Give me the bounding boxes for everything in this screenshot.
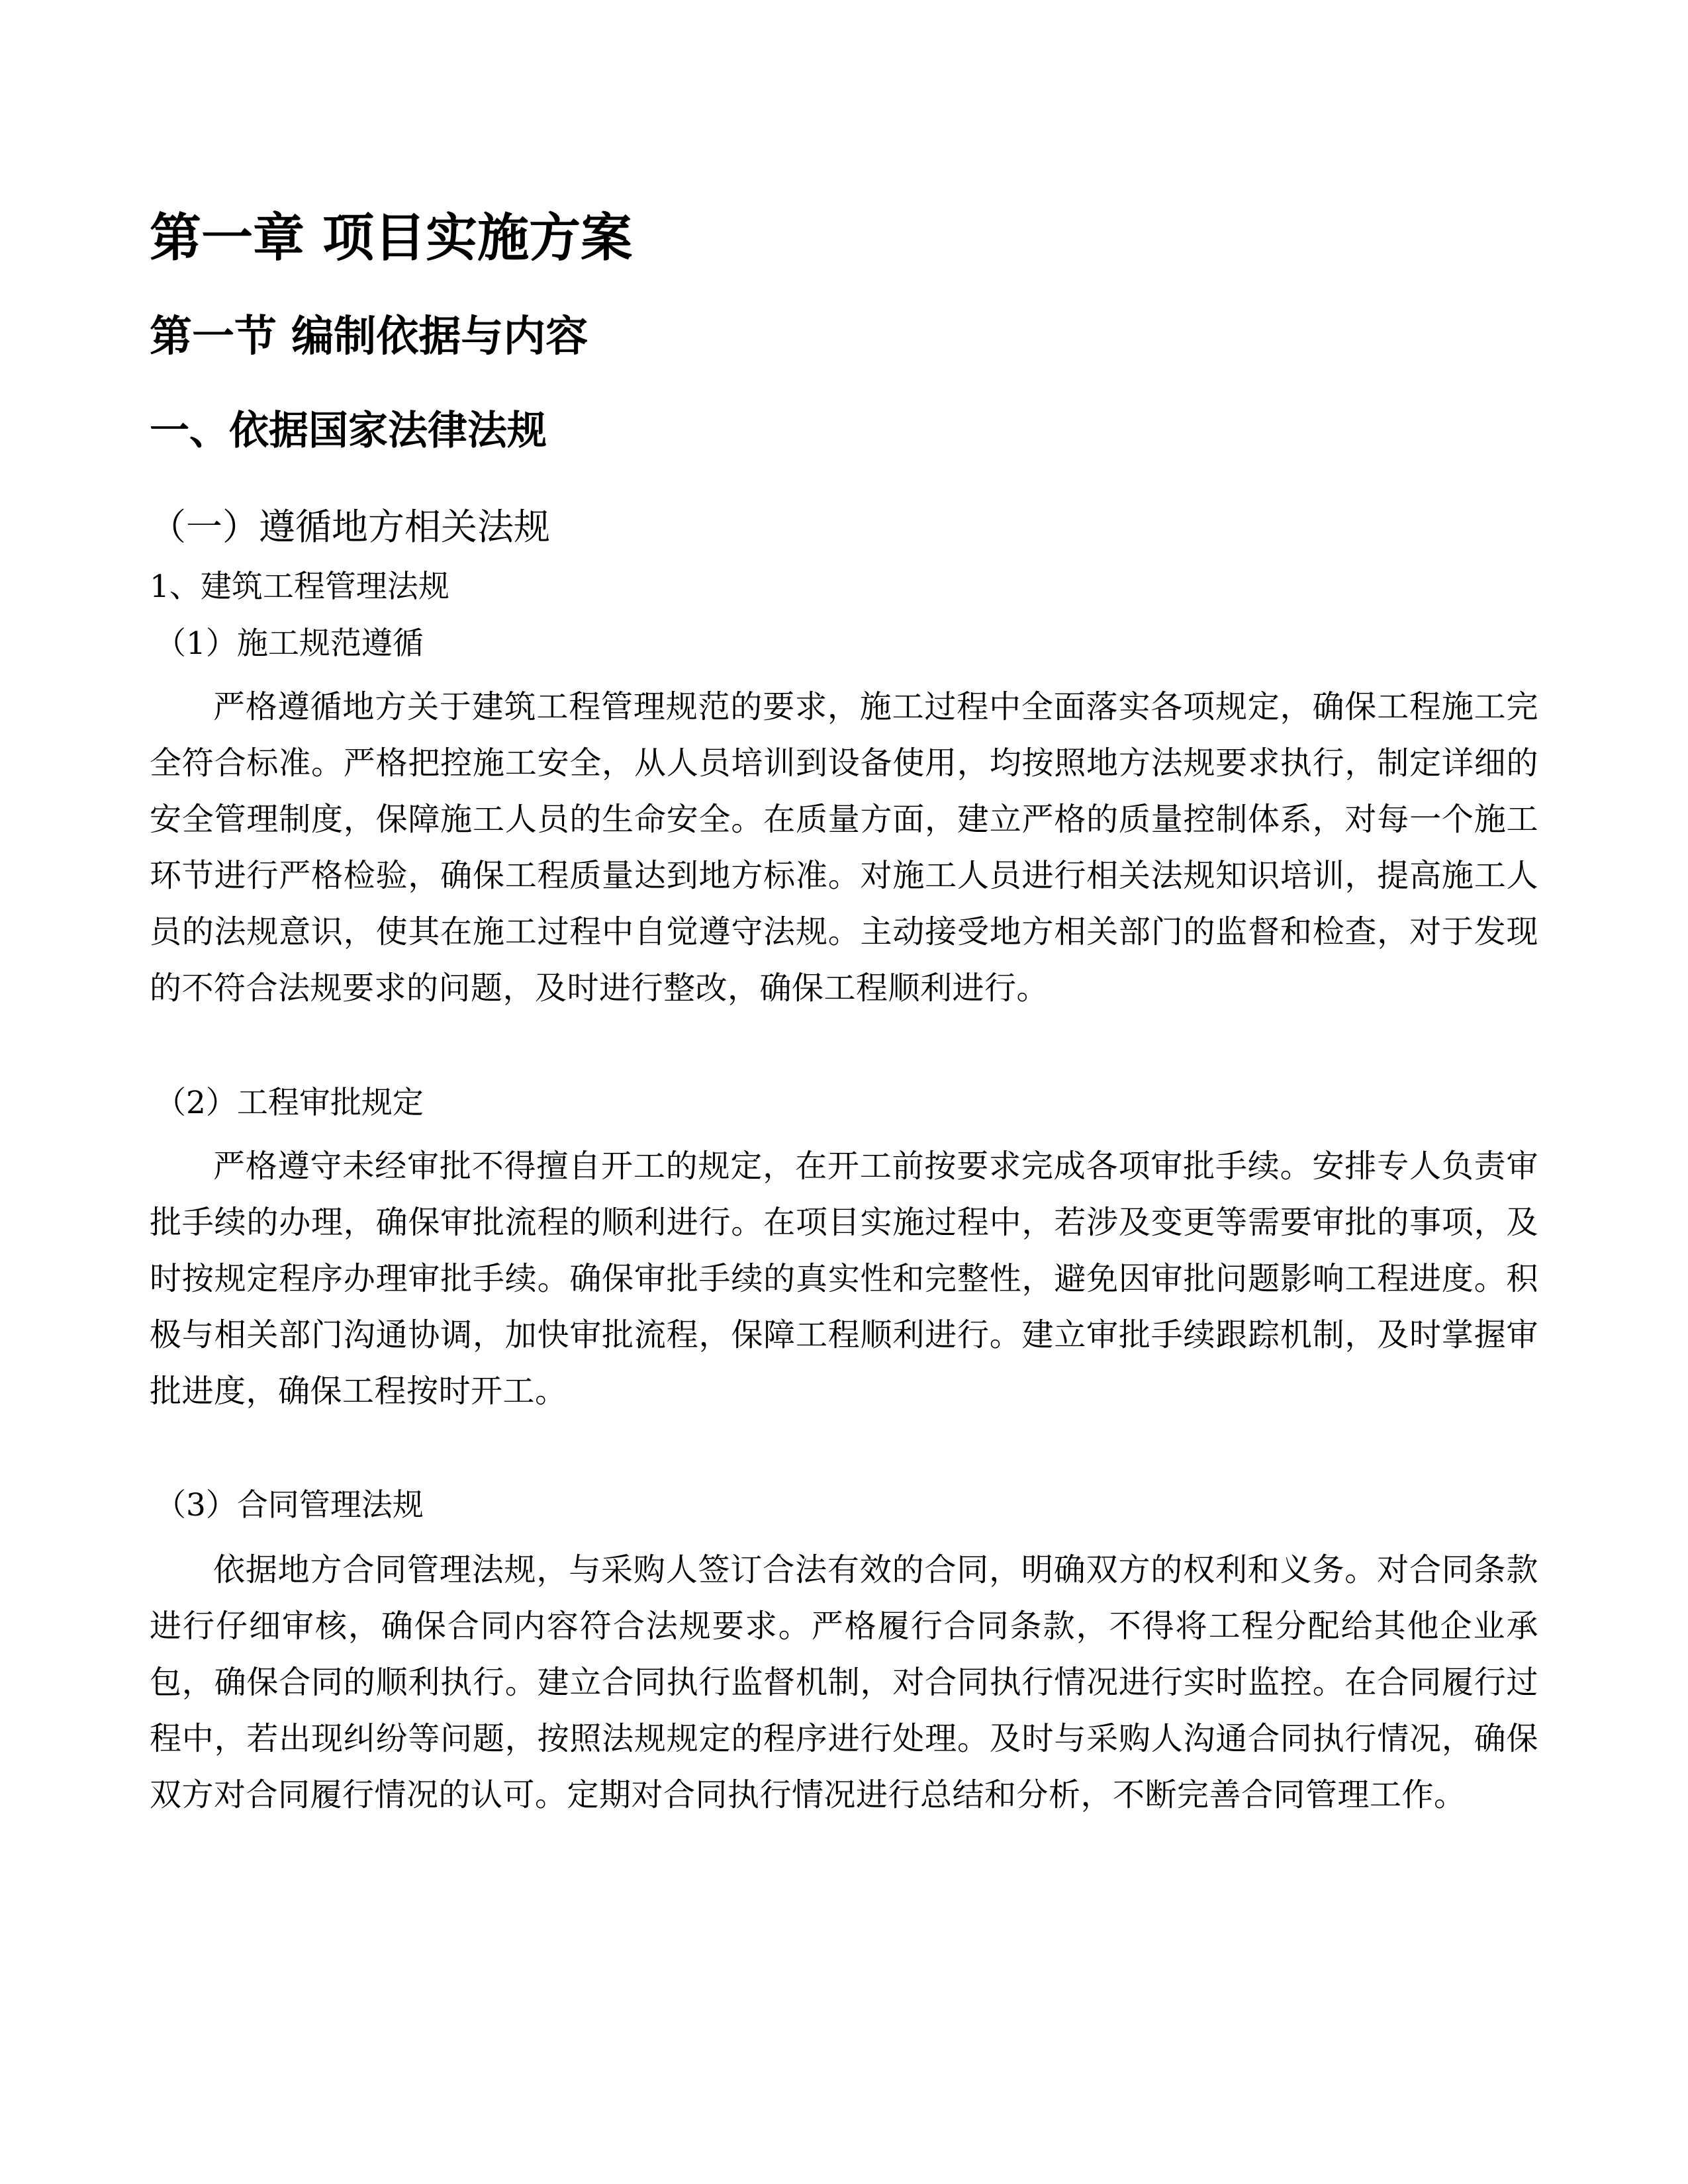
chapter-title: 第一章 项目实施方案 (150, 208, 633, 268)
subsection-heading-1: （1）施工规范遵循 (155, 625, 424, 662)
section-title: 第一节 编制依据与内容 (150, 312, 588, 361)
subsection-paragraph-3: 依据地方合同管理法规，与采购人签订合法有效的合同，明确双方的权利和义务。对合同条款进行仔细审核，确保合同内容符合法规要求。严格履行合同条款，不得将工程分配给其他企业承包，确保合同的顺利执行。建立合同执行监督机制，对合同执行情况进行实时监控。在合同履行过程中，若出现纠纷等问题，按照法规规定的程序进行处理。及时与采购人沟通合同执行情况，确保双方对合同履行情况的认可。定期对合同执行情况进行总结和分析，不断完善合同管理工作。 (150, 1551, 1538, 1813)
subsection-paragraph-1: 严格遵循地方关于建筑工程管理规范的要求，施工过程中全面落实各项规定，确保工程施工完全符合标准。严格把控施工安全，从人员培训到设备使用，均按照地方法规要求执行，制定详细的安全管理制度，保障施工人员的生命安全。在质量方面，建立严格的质量控制体系，对每一个施工环节进行严格检验，确保工程质量达到地方标准。对施工人员进行相关法规知识培训，提高施工人员的法规意识，使其在施工过程中自觉遵守法规。主动接受地方相关部门的监督和检查，对于发现的不符合法规要求的问题，及时进行整改，确保工程顺利进行。 (150, 688, 1538, 1007)
subsection-paragraph-2: 严格遵守未经审批不得擅自开工的规定，在开工前按要求完成各项审批手续。安排专人负责审批手续的办理，确保审批流程的顺利进行。在项目实施过程中，若涉及变更等需要审批的事项，及时按规定程序办理审批手续。确保审批手续的真实性和完整性，避免因审批问题影响工程进度。积极与相关部门沟通协调，加快审批流程，保障工程顺利进行。建立审批手续跟踪机制，及时掌握审批进度，确保工程按时开工。 (150, 1148, 1538, 1410)
subpart-title: （一）遵循地方相关法规 (150, 506, 551, 548)
item-title: 1、建筑工程管理法规 (150, 569, 449, 605)
subsection-heading-3: （3）合同管理法规 (155, 1487, 424, 1524)
part-title: 一、依据国家法律法规 (150, 408, 547, 454)
subsection-heading-2: （2）工程审批规定 (155, 1085, 424, 1121)
